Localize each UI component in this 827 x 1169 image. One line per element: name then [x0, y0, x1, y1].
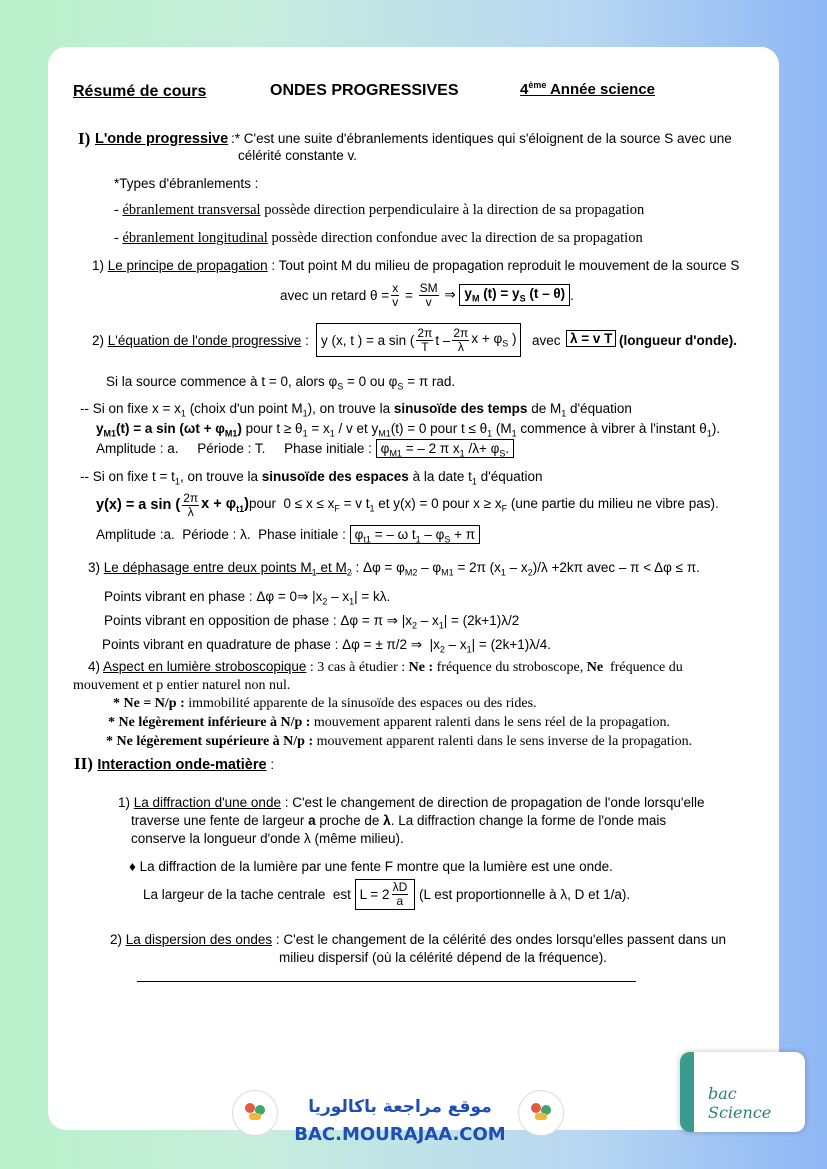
delay-formula: avec un retard θ = $\frac{x}{v}$ = $\frac{SM}{v}$ ⇒ $y_M$ $(t) = y_S$ (t – θ) . [280, 280, 574, 309]
section-1-number: I) [78, 129, 91, 148]
space-sinusoid-params: Amplitude :a. Période : λ. Phase initiale : $\varphi_{t1}$ = – ω $t_1 - \varphi_S + \pi$ [96, 527, 480, 545]
footer-badge-left [232, 1090, 278, 1136]
central-spot-width: La largeur de la tache centrale est L = 2 $\frac{\lambda D}{a}$ (L est proportionnelle à λ, D et 1/a). [143, 879, 631, 908]
dispersion-line-1: 2) La dispersion des ondes : C'est le changement de la célérité des ondes lorsqu'elles passent dans un [110, 932, 727, 947]
strobe-line-2: mouvement et p entier naturel non nul. [73, 678, 291, 693]
opposition-points: Points vibrant en opposition de phase : Δφ = π ⇒ $|x_2 - x_1| = (2k+1)\lambda/2$ [104, 613, 520, 631]
strobe-line: 4) Aspect en lumière stroboscopique : 3 cas à étudier : Ne : fréquence du stroboscope, Ne fréquence du [88, 659, 683, 675]
space-sinusoid-equation: y(x) = a sin ( $\frac{2\pi}{\lambda}$ $x + \varphi_{t1}$) pour $0 \le x \le x_F = v$ $t_1$ et y(x) = 0 pour $x \ge x_F$ (une partie du milieu ne vibre pas). [96, 490, 719, 519]
source-phase: Si la source commence à t = 0, alors $\varphi_S = 0$ ou $\varphi_S = \pi$ rad. [106, 374, 456, 392]
diffraction-line-3: conserve la longueur d'onde λ (même milieu). [131, 831, 404, 846]
type-transversal: - ébranlement transversal possède direction perpendiculaire à la direction de sa propagation [114, 202, 645, 218]
bac-science-logo: bac Science [680, 1052, 805, 1132]
definition-line-1: :* C'est une suite d'ébranlements identiques qui s'éloignent de la source S avec une [231, 131, 732, 146]
strobe-case-1: * Ne = N/p : immobilité apparente de la sinusoïde des espaces ou des rides. [113, 696, 537, 711]
footer-url[interactable]: BAC.MOURAJAA.COM [294, 1124, 506, 1145]
quadrature-points: Points vibrant en quadrature de phase : Δφ = ± π/2 ⇒ $|x_2 - x_1| = (2k+1)\lambda/4$. [102, 637, 551, 655]
section-1-title: L'onde progressive [95, 131, 229, 147]
time-sinusoid-params: Amplitude : a. Période : T. Phase initiale : $\varphi_{M1}$ = – 2 π $x_1$ $/\lambda+ \varphi_S$. [96, 441, 514, 459]
end-divider [137, 981, 636, 982]
lambda-box: λ = v T [566, 330, 616, 347]
type-longitudinal: - ébranlement longitudinal possède direction confondue avec la direction de sa propagation [114, 230, 643, 246]
fix-x-line: -- Si on fixe $x = x_1$ (choix d'un point $M_1$), on trouve la sinusoïde des temps de $M_1$ d'équation [80, 401, 632, 419]
light-diffraction-bullet: ♦ La diffraction de la lumière par une fente F montre que la lumière est une onde. [129, 859, 613, 874]
page-title: ONDES PROGRESSIVES [270, 82, 459, 99]
wave-equation-label: 2) L'équation de l'onde progressive : [92, 333, 309, 348]
header-left: Résumé de cours [73, 83, 207, 100]
propagation-result: $y_M$ $(t) = y_S$ (t – θ) [459, 284, 570, 306]
fix-t-line: -- Si on fixe $t = t_1$, on trouve la sinusoïde des espaces à la date $t_1$ d'équation [80, 469, 543, 487]
diffraction-line-2: traverse une fente de largeur a proche de λ. La diffraction change la forme de l'onde mais [131, 813, 667, 828]
lambda-label: (longueur d'onde). [619, 333, 737, 348]
types-heading: *Types d'ébranlements : [114, 176, 259, 191]
diffraction-line-1: 1) La diffraction d'une onde : C'est le changement de direction de propagation de l'onde lorsqu'elle [118, 795, 705, 810]
section-2-heading: II) Interaction onde-matière : [74, 754, 275, 773]
in-phase-points: Points vibrant en phase : Δφ = 0⇒ $|x_2 - x_1| = k\lambda$. [104, 589, 391, 607]
avec-label: avec [532, 333, 561, 348]
dispersion-line-2: milieu dispersif (où la célérité dépend de la fréquence). [279, 950, 607, 965]
footer-arabic-title[interactable]: موقع مراجعة باكالوريا [308, 1097, 492, 1117]
wave-equation-box: y (x, t ) = a sin ( $\frac{2\pi}{T}$ t – $\frac{2\pi}{\lambda}$ $x + \varphi_S$ ) [316, 323, 521, 357]
width-formula-box: L = 2 $\frac{\lambda D}{a}$ [355, 879, 416, 910]
footer-badge-right [518, 1090, 564, 1136]
definition-line-2: célérité constante v. [238, 148, 358, 163]
time-sinusoid-equation: $y_{M1}(t) = a$ $\sin (\omega t + \varphi_{M1})$ pour $t \ge \theta_1 = x_1 / v$ et $y_{M1}(t) = 0$ pour $t \le \theta_1$ ($M_1$ commence à vibrer à l'instant $\theta_1$). [96, 421, 721, 439]
phase-shift-line: 3) Le déphasage entre deux points $M_1$ et $M_2$ : $\Delta\varphi = \varphi_{M2} - \varphi_{M1} = 2\pi$ $(x_1 - x_2)/\lambda +2k\pi$ avec – π < Δφ ≤ π. [88, 560, 700, 578]
header-level: 4ème Année science [520, 80, 656, 98]
strobe-case-3: * Ne légèrement supérieure à N/p : mouvement apparent ralenti dans le sens inverse de la propagation. [106, 734, 693, 749]
strobe-case-2: * Ne légèrement inférieure à N/p : mouvement apparent ralenti dans le sens réel de la propagation. [108, 715, 671, 730]
principle-line: 1) Le principe de propagation : Tout point M du milieu de propagation reproduit le mouvement de la source S [92, 258, 740, 273]
